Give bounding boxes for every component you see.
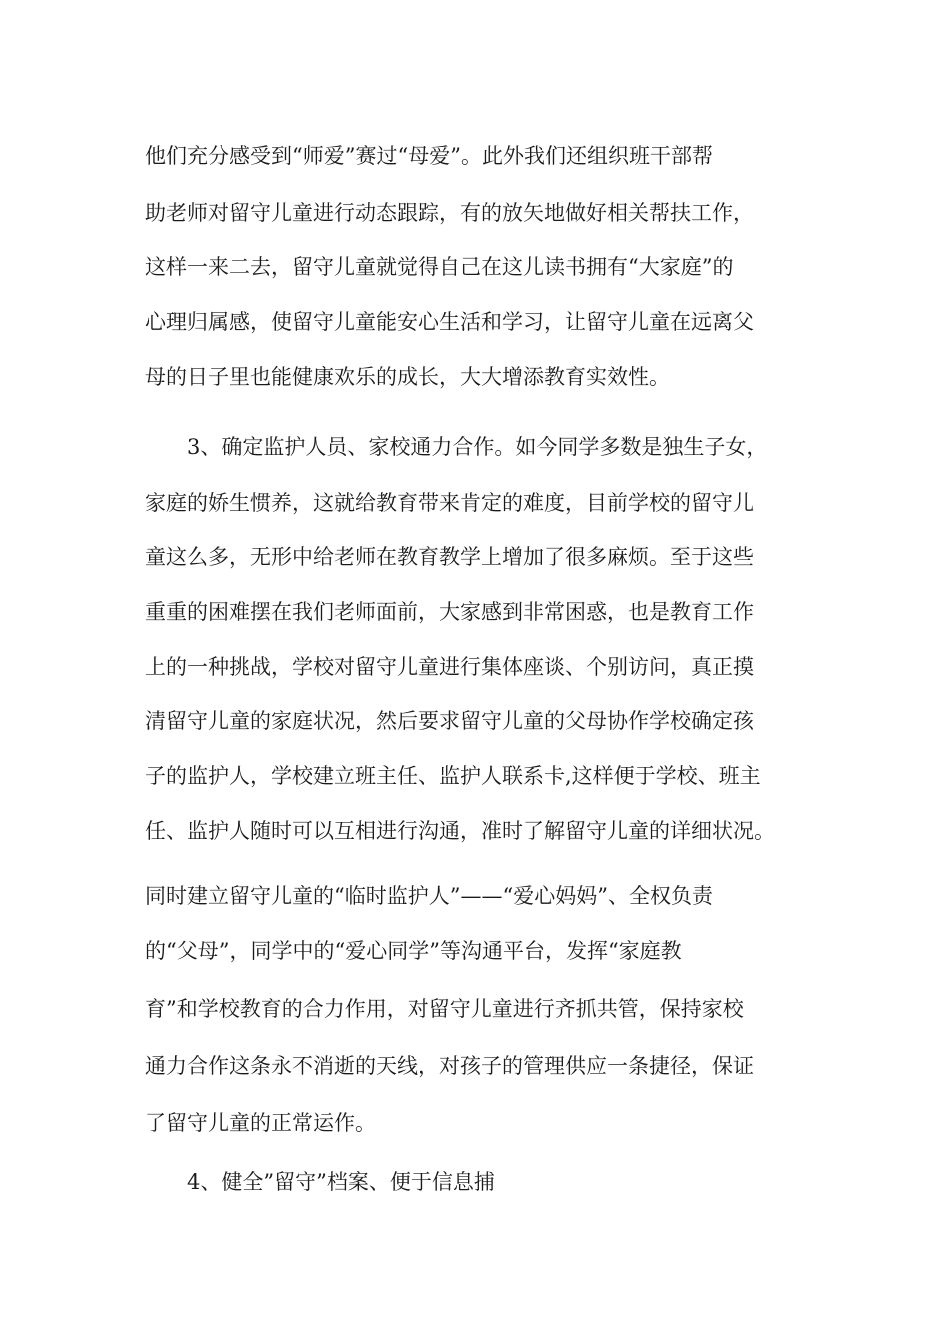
text-line: 4、健全”留守”档案、便于信息捕 <box>187 1170 495 1194</box>
text-line: 育”和学校教育的合力作用，对留守儿童进行齐抓共管，保持家校 <box>145 997 744 1021</box>
text-line: 助老师对留守儿童进行动态跟踪，有的放矢地做好相关帮扶工作， <box>145 201 754 225</box>
text-line: 童这么多，无形中给老师在教育教学上增加了很多麻烦。至于这些 <box>145 545 754 569</box>
text-line: 子的监护人，学校建立班主任、监护人联系卡,这样便于学校、班主 <box>145 764 761 788</box>
text-line: 3、确定监护人员、家校通力合作。如今同学多数是独生子女， <box>187 435 768 459</box>
text-line: 同时建立留守儿童的“临时监护人”——“爱心妈妈”、全权负责 <box>145 884 713 908</box>
text-line: 上的一种挑战，学校对留守儿童进行集体座谈、个别访问，真正摸 <box>145 655 754 679</box>
text-line: 家庭的娇生惯养，这就给教育带来肯定的难度，目前学校的留守儿 <box>145 491 754 515</box>
text-line: 母的日子里也能健康欢乐的成长，大大增添教育实效性。 <box>145 365 670 389</box>
text-line: 他们充分感受到“师爱”赛过“母爱”。此外我们还组织班干部帮 <box>145 144 713 168</box>
text-line: 任、监护人随时可以互相进行沟通，准时了解留守儿童的详细状况。 <box>145 819 775 843</box>
text-line: 通力合作这条永不消逝的天线，对孩子的管理供应一条捷径，保证 <box>145 1054 754 1078</box>
text-line: 了留守儿童的正常运作。 <box>145 1111 376 1135</box>
text-line: 清留守儿童的家庭状况，然后要求留守儿童的父母协作学校确定孩 <box>145 709 754 733</box>
text-line: 重重的困难摆在我们老师面前，大家感到非常困惑，也是教育工作 <box>145 600 754 624</box>
text-line: 的“父母”，同学中的“爱心同学”等沟通平台，发挥“家庭教 <box>145 939 682 963</box>
text-line: 这样一来二去，留守儿童就觉得自己在这儿读书拥有“大家庭”的 <box>145 255 734 279</box>
text-line: 心理归属感，使留守儿童能安心生活和学习，让留守儿童在远离父 <box>145 310 754 334</box>
